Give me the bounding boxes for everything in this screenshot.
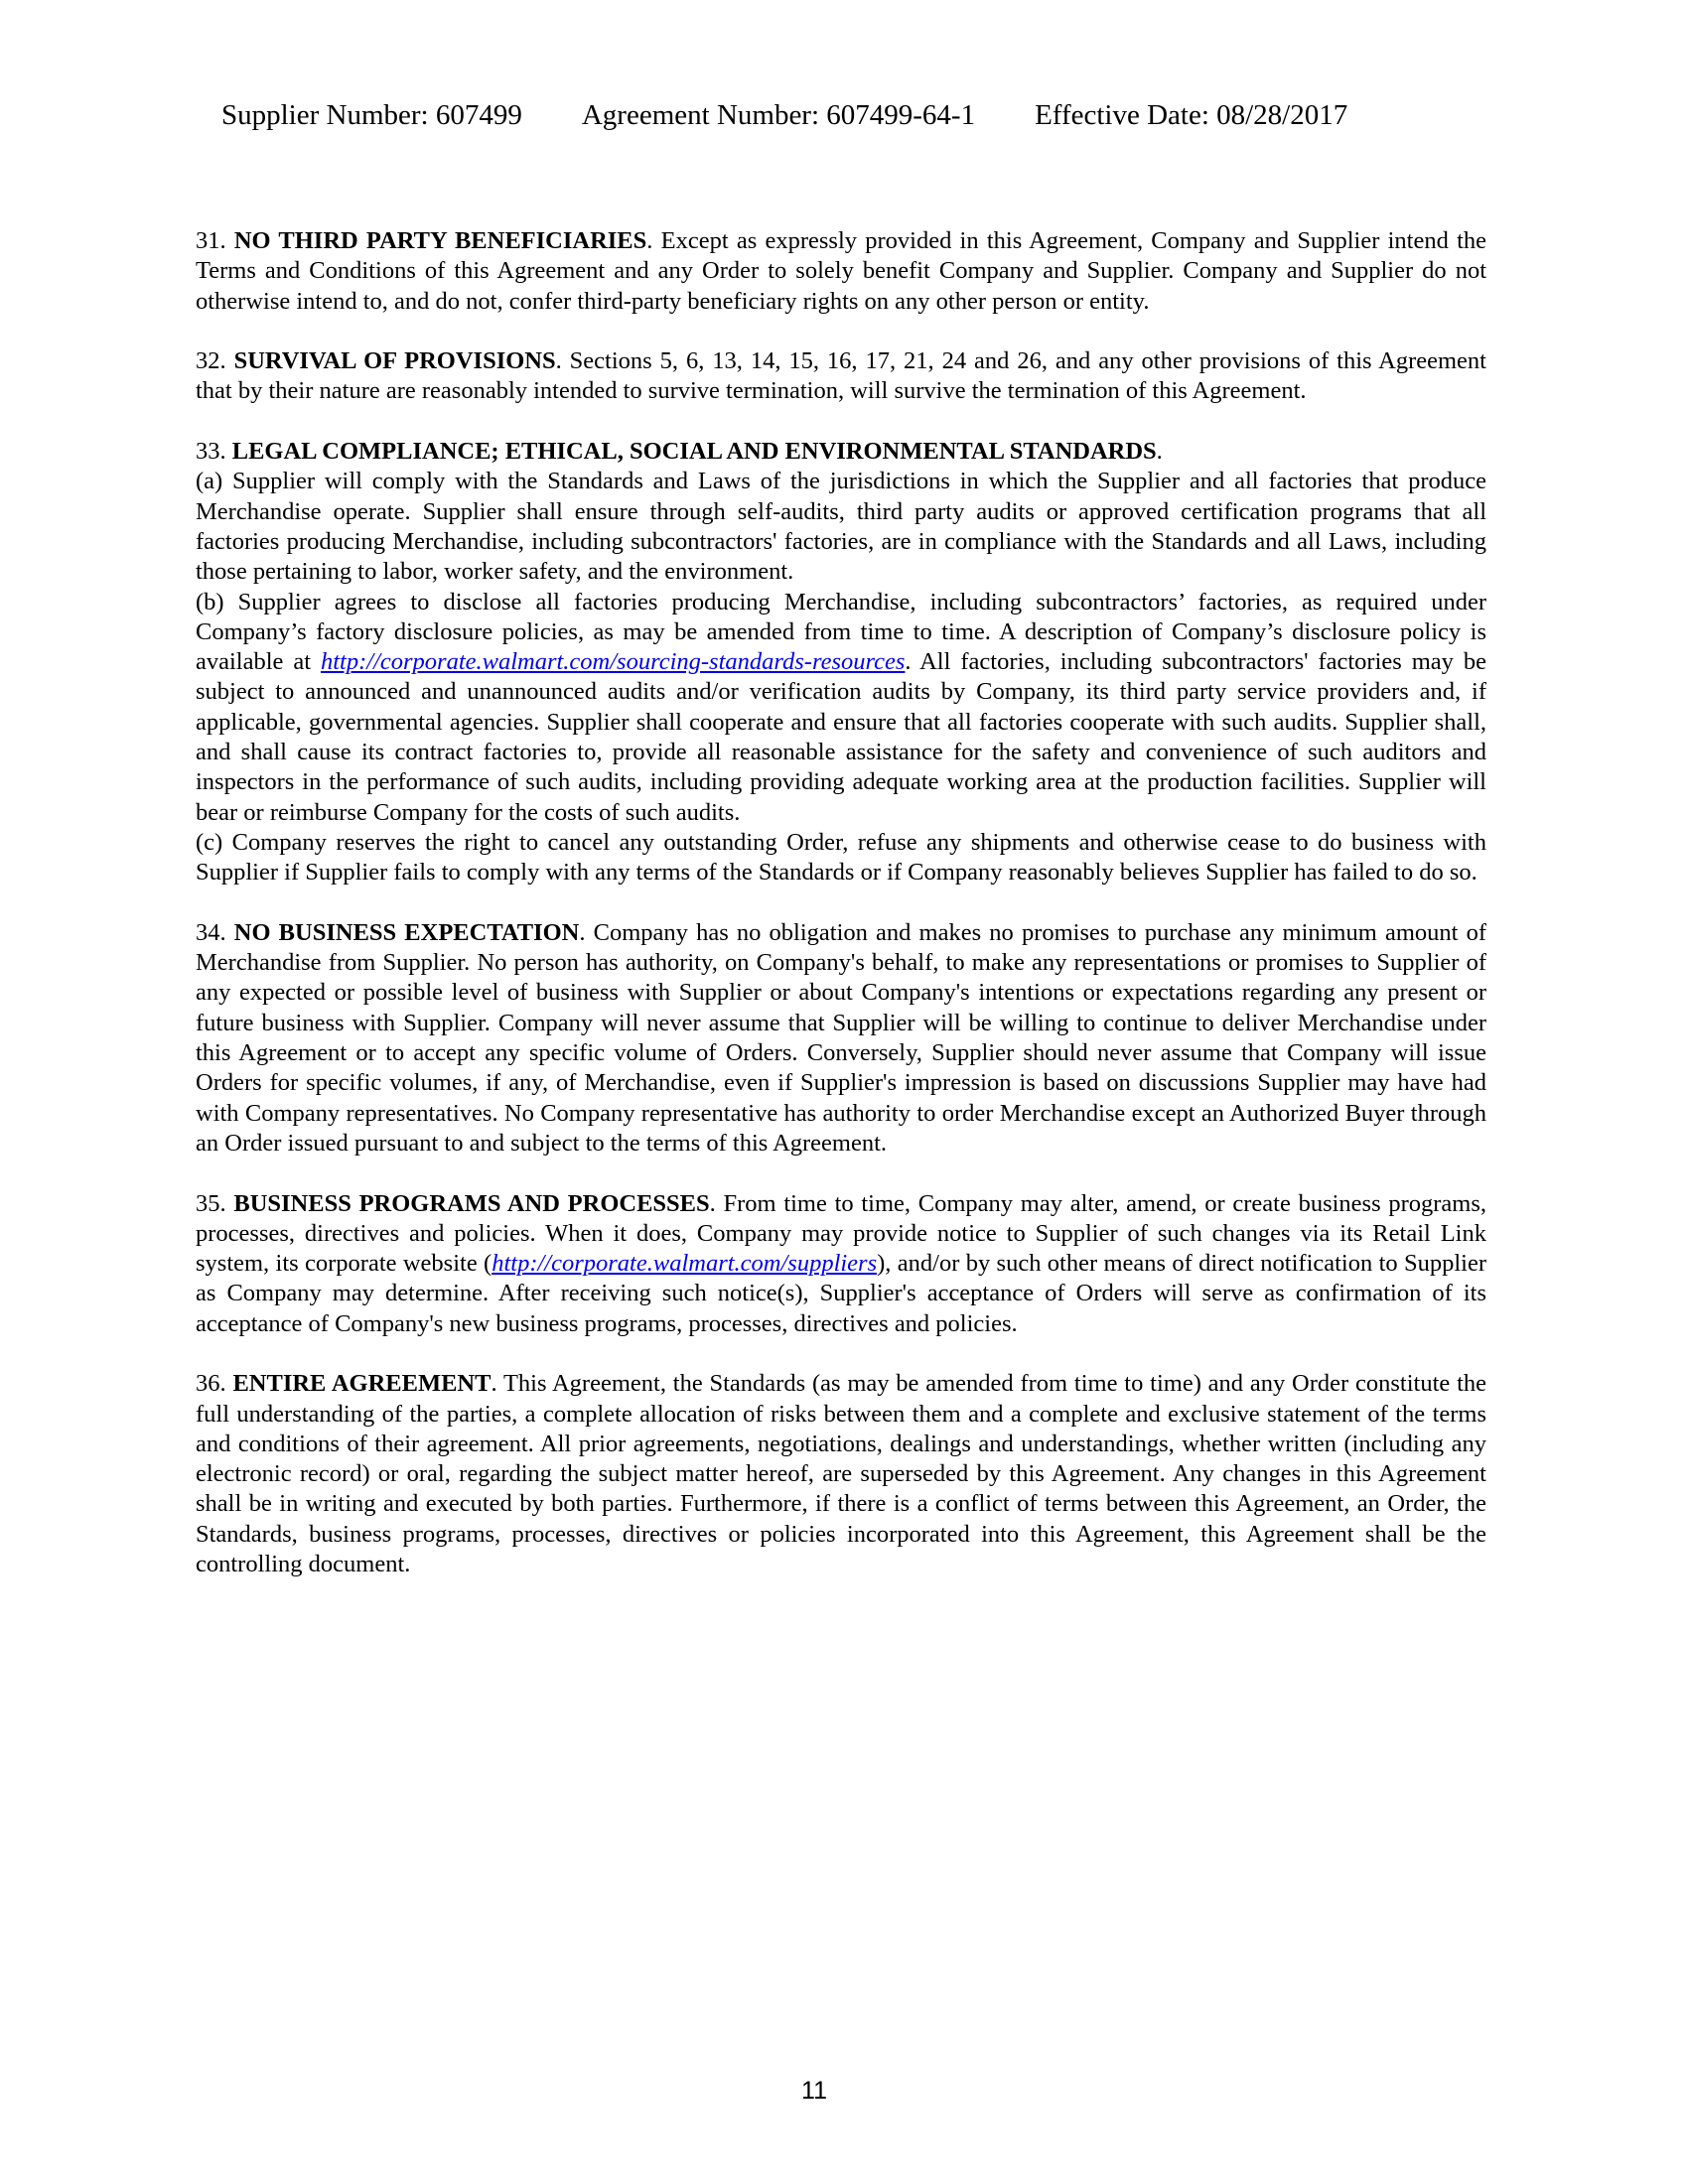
- section-text: . Sections 5, 6, 13, 14, 15, 16, 17, 21, 24 and 26, and any other provisions of this Agreement that by their nature are reasonably intended to survive termination, will survive the termination of this Agreement.: [196, 347, 1486, 405]
- section-36: [196, 1369, 1486, 1579]
- section-title: LEGAL COMPLIANCE; ETHICAL, SOCIAL AND ENVIRONMENTAL STANDARDS: [231, 438, 1157, 466]
- section-35: [196, 1189, 1486, 1339]
- section-text-before: . From time to time, Company may alter, amend, or create business programs, processes, directives and policies. When it does, Company may provide notice to Supplier of such changes via its Retail Link system, its corporate website (: [196, 1189, 1486, 1278]
- suppliers-link[interactable]: http://corporate.walmart.com/suppliers: [492, 1250, 878, 1278]
- section-title: SURVIVAL OF PROVISIONS: [233, 347, 556, 375]
- section-number: 32.: [196, 347, 226, 375]
- page-header: [221, 93, 1347, 137]
- section-number: 31.: [196, 227, 226, 254]
- section-33: [196, 437, 1486, 887]
- subsection-b-text-after: . All factories, including subcontractors' factories may be subject to announced and unannounced audits and/or verification audits by Company, its third party service providers and, if applicable, governmental agencies. Supplier shall cooperate and ensure that all factories cooperate with such audits. Supplier shall, and shall cause its contract factories to, provide all reasonable assistance for the safety and convenience of such auditors and inspectors in the performance of such audits, including providing adequate working area at the production facilities. Supplier will bear or reimburse Company for the costs of such audits.: [196, 648, 1486, 826]
- section-text: . This Agreement, the Standards (as may be amended from time to time) and any Order constitute the full understanding of the parties, a complete allocation of risks between them and a complete and exclusive statement of the terms and conditions of their agreement. All prior agreements, negotiations, dealings and understandings, whether written (including any electronic record) or oral, regarding the subject matter hereof, are superseded by this Agreement. Any changes in this Agreement shall be in writing and executed by both parties. Furthermore, if there is a conflict of terms between this Agreement, an Order, the Standards, business programs, processes, directives or policies incorporated into this Agreement, this Agreement shall be the controlling document.: [196, 1370, 1486, 1578]
- section-31: [196, 226, 1486, 317]
- section-number: 33.: [196, 438, 226, 466]
- section-number: 34.: [196, 918, 226, 946]
- agreement-number: Agreement Number: 607499-64-1: [581, 99, 976, 131]
- section-title: NO BUSINESS EXPECTATION: [233, 918, 580, 946]
- document-body: [196, 226, 1486, 1610]
- section-title: ENTIRE AGREEMENT: [232, 1370, 492, 1398]
- section-34: [196, 918, 1486, 1159]
- subsection-b-text-before: (b) Supplier agrees to disclose all factories producing Merchandise, including subcontractors’ factories, as required under Company’s factory disclosure policies, as may be amended from time to time. A description of Company’s disclosure policy is available at: [196, 588, 1486, 676]
- subsection-c: (c) Company reserves the right to cancel any outstanding Order, refuse any shipments and otherwise cease to do business with Supplier if Supplier fails to comply with any terms of the Standards or if Company reasonably believes Supplier has failed to do so.: [196, 828, 1486, 887]
- subsection-b: [196, 588, 1486, 828]
- section-text: . Company has no obligation and makes no promises to purchase any minimum amount of Merchandise from Supplier. No person has authority, on Company's behalf, to make any representations or promises to Supplier of any expected or possible level of business with Supplier or about Company's intentions or expectations regarding any present or future business with Supplier. Company will never assume that Supplier will be willing to continue to deliver Merchandise under this Agreement or to accept any specific volume of Orders. Conversely, Supplier should never assume that Company will issue Orders for specific volumes, if any, of Merchandise, even if Supplier's impression is based on discussions Supplier may have had with Company representatives. No Company representative has authority to order Merchandise except an Authorized Buyer through an Order issued pursuant to and subject to the terms of this Agreement.: [196, 918, 1486, 1157]
- section-number: 36.: [196, 1370, 226, 1398]
- section-title: NO THIRD PARTY BENEFICIARIES: [233, 227, 647, 254]
- section-32: [196, 346, 1486, 407]
- section-text: . Except as expressly provided in this Agreement, Company and Supplier intend the Terms and Conditions of this Agreement and any Order to solely benefit Company and Supplier. Company and Supplier do not otherwise intend to, and do not, confer third-party beneficiary rights on any other person or entity.: [196, 227, 1487, 315]
- effective-date: Effective Date: 08/28/2017: [1035, 99, 1348, 131]
- page-number: 11: [801, 2077, 827, 2105]
- section-number: 35.: [196, 1189, 226, 1217]
- section-title: BUSINESS PROGRAMS AND PROCESSES: [233, 1189, 710, 1217]
- section-text-after: ), and/or by such other means of direct notification to Supplier as Company may determine. After receiving such notice(s), Supplier's acceptance of Orders will serve as confirmation of its acceptance of Company's new business programs, processes, directives and policies.: [196, 1250, 1487, 1337]
- sourcing-standards-link[interactable]: http://corporate.walmart.com/sourcing-standards-resources: [320, 648, 906, 676]
- subsection-a: (a) Supplier will comply with the Standards and Laws of the jurisdictions in which the Supplier and all factories that produce Merchandise operate. Supplier shall ensure through self-audits, third party audits or approved certification programs that all factories producing Merchandise, including subcontractors' factories, are in compliance with the Standards and all Laws, including those pertaining to labor, worker safety, and the environment.: [196, 468, 1486, 586]
- section-title-end: .: [1156, 438, 1163, 466]
- supplier-number: Supplier Number: 607499: [221, 99, 522, 131]
